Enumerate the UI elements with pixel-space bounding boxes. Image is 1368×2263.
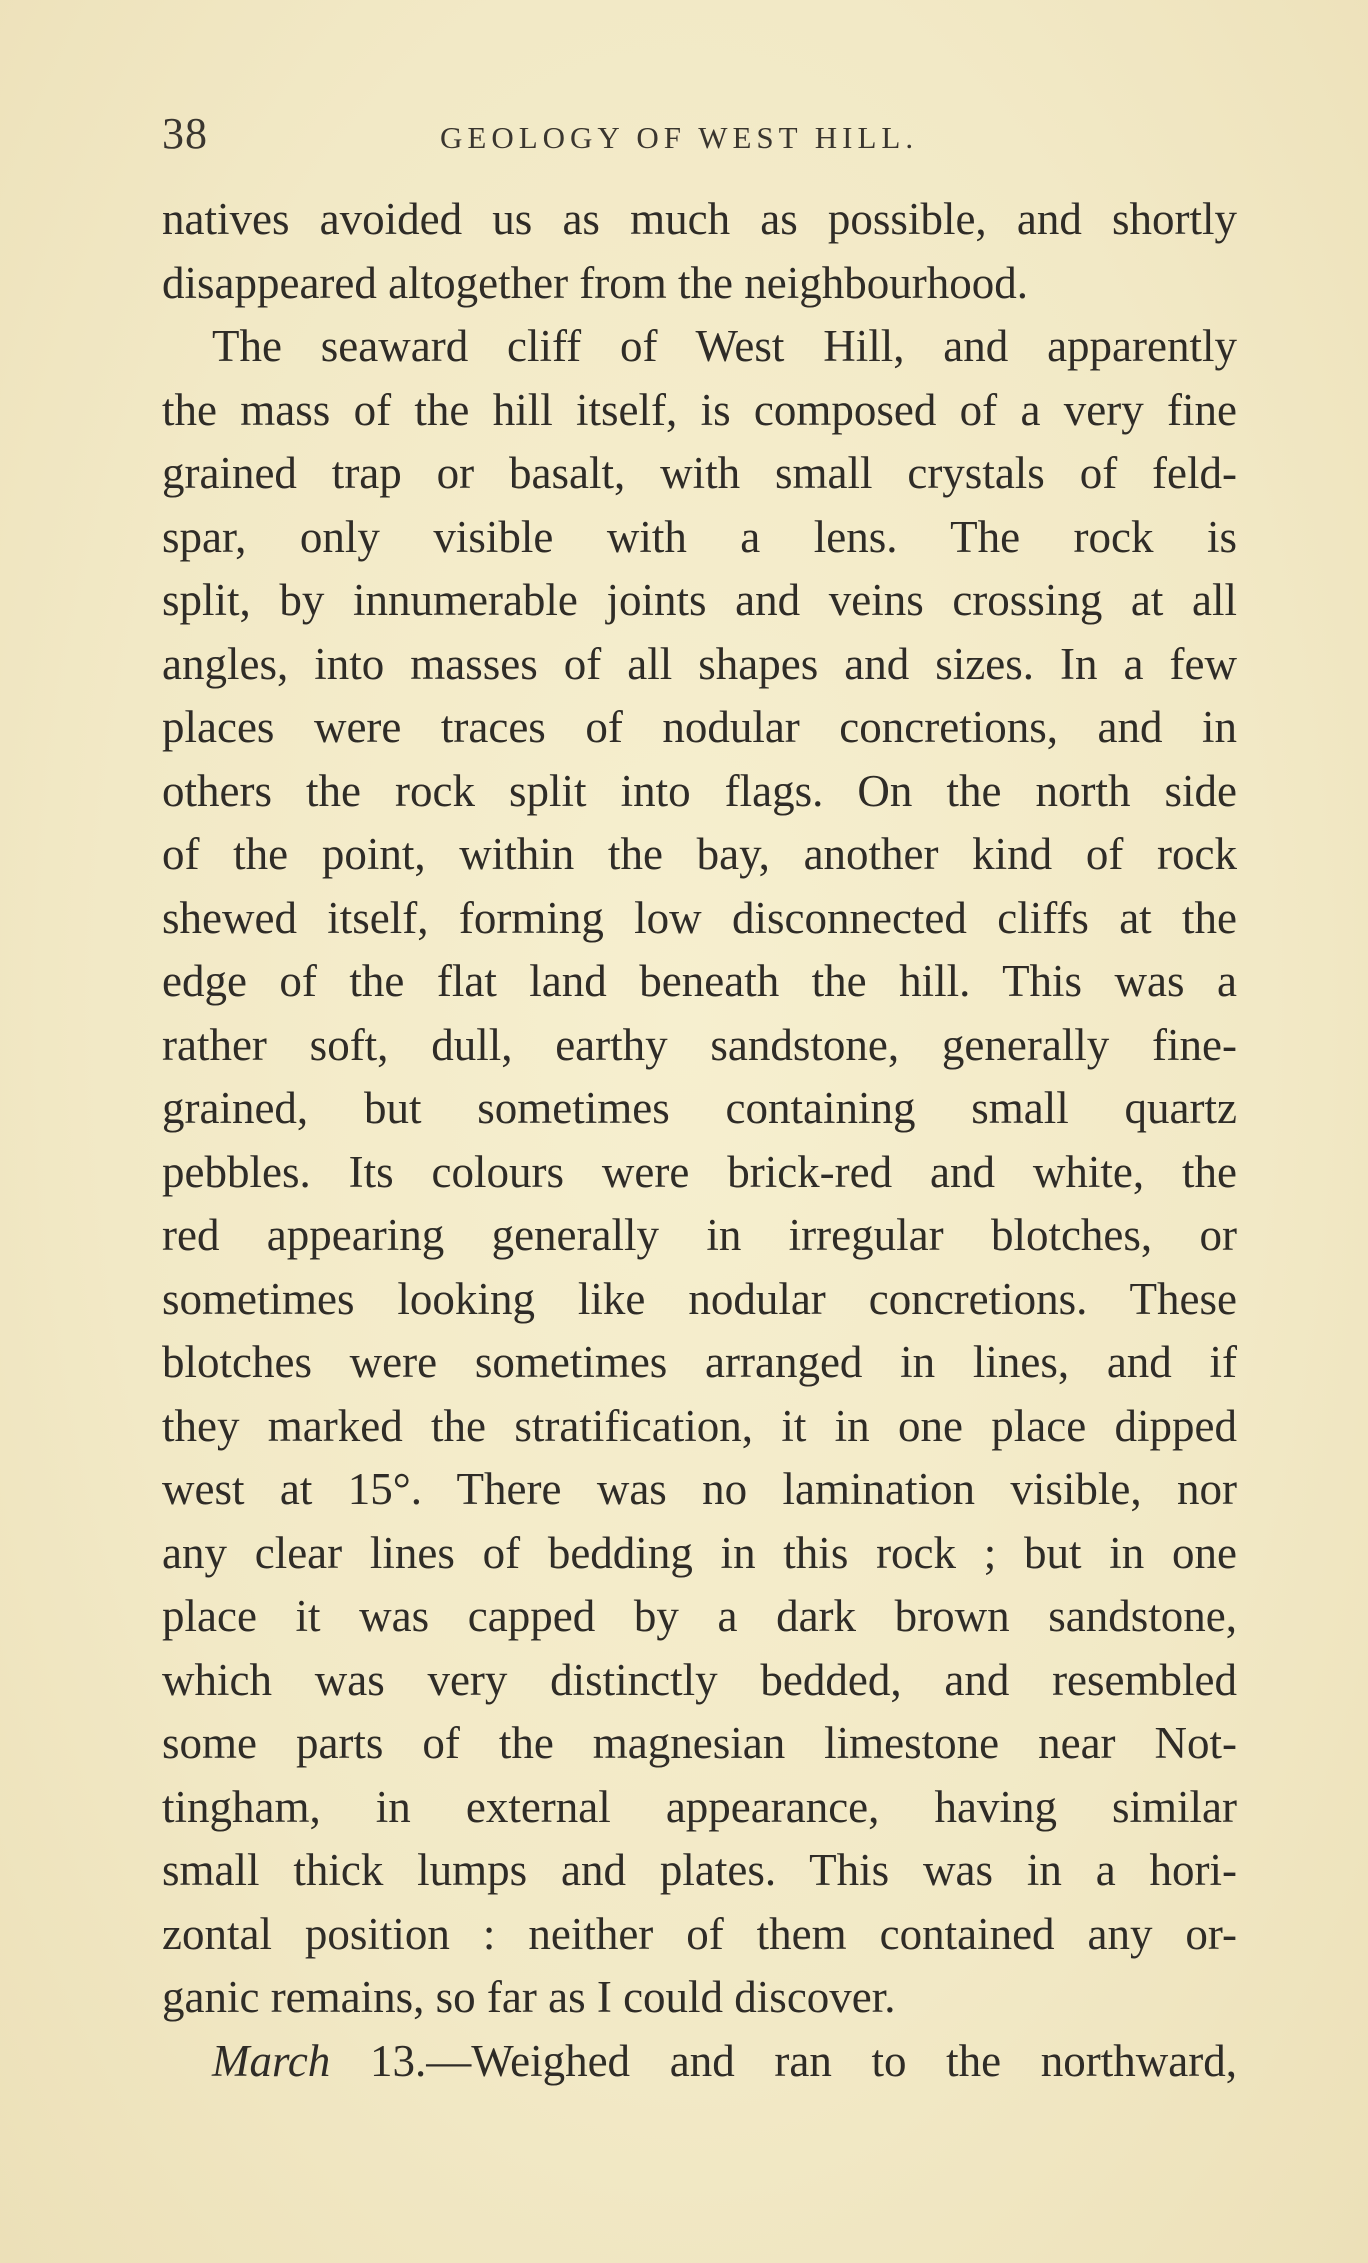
- text-line: some parts of the magnesian limestone near Not-: [162, 1718, 1237, 1768]
- dated-entry-line: [162, 2030, 1237, 2094]
- text-line: the mass of the hill itself, is composed of a very fine: [162, 384, 1237, 435]
- text-line: red appearing generally in irregular blotches, or: [162, 1210, 1237, 1260]
- text-line: edge of the flat land beneath the hill. This was a: [162, 956, 1237, 1006]
- text-line: angles, into masses of all shapes and sizes. In a few: [162, 638, 1237, 689]
- text-line: tingham, in external appearance, having similar: [162, 1781, 1237, 1832]
- text-line: natives avoided us as much as possible, and shortly: [162, 194, 1237, 244]
- text-line: split, by innumerable joints and veins crossing at all: [162, 575, 1237, 625]
- text-line: ganic remains, so far as I could discover.: [162, 1972, 896, 2022]
- text-line: places were traces of nodular concretions, and in: [162, 702, 1237, 752]
- text-line: any clear lines of bedding in this rock ; but in one: [162, 1527, 1237, 1578]
- text-line: grained, but sometimes containing small quartz: [162, 1083, 1237, 1133]
- page-header: [162, 108, 1212, 168]
- text-line: blotches were sometimes arranged in lines, and if: [162, 1337, 1237, 1387]
- text-line: grained trap or basalt, with small crystals of feld-: [162, 448, 1237, 498]
- text-line: others the rock split into flags. On the north side: [162, 765, 1237, 816]
- text-line: pebbles. Its colours were brick-red and white, the: [162, 1146, 1237, 1197]
- text-line: disappeared altogether from the neighbourhood.: [162, 257, 1028, 308]
- text-line: west at 15°. There was no lamination visible, nor: [162, 1464, 1237, 1514]
- text-line: sometimes looking like nodular concretions. These: [162, 1273, 1237, 1324]
- entry-text: 13.—Weighed and ran to the northward,: [330, 2035, 1237, 2086]
- text-line: rather soft, dull, earthy sandstone, generally fine-: [162, 1019, 1237, 1070]
- text-line: spar, only visible with a lens. The rock is: [162, 511, 1237, 562]
- text-line: zontal position : neither of them contained any or-: [162, 1908, 1237, 1959]
- text-line: shewed itself, forming low disconnected cliffs at the: [162, 892, 1237, 943]
- body-text: [162, 188, 1237, 2093]
- page-number: 38: [162, 109, 208, 158]
- running-head: GEOLOGY OF WEST HILL.: [440, 120, 919, 155]
- text-line: they marked the stratification, it in one place dipped: [162, 1400, 1237, 1451]
- text-line: small thick lumps and plates. This was in a hori-: [162, 1845, 1237, 1895]
- text-line: which was very distinctly bedded, and resembled: [162, 1654, 1237, 1705]
- text-line: of the point, within the bay, another kind of rock: [162, 829, 1237, 879]
- entry-date-month: March: [212, 2035, 331, 2086]
- text-line: The seaward cliff of West Hill, and apparently: [212, 321, 1237, 371]
- text-line: place it was capped by a dark brown sandstone,: [162, 1591, 1237, 1641]
